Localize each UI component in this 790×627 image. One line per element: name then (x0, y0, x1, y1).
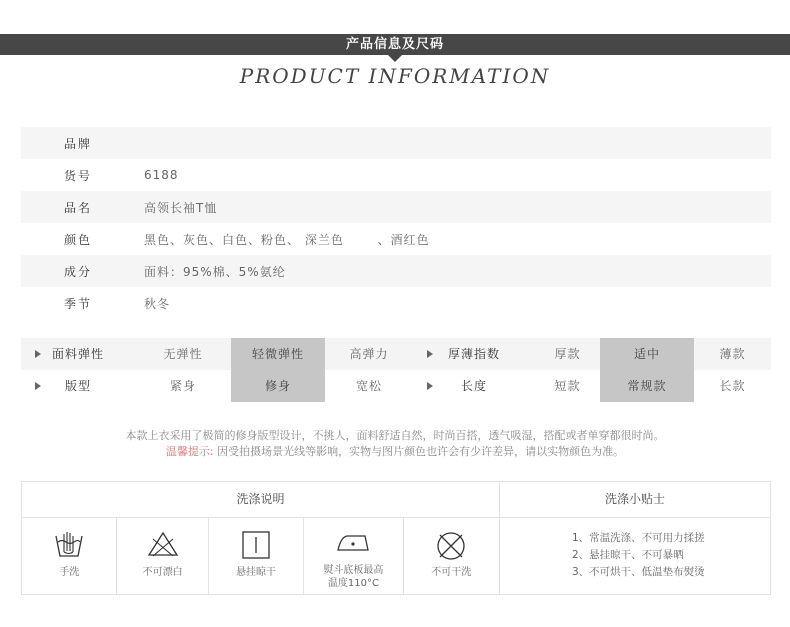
info-row-brand (21, 127, 771, 159)
hang-dry-icon (241, 530, 271, 560)
wash-instructions (22, 482, 500, 594)
tip-item: 3、不可烘干、低温垫布熨烫 (572, 566, 705, 578)
iron-icon (335, 530, 371, 556)
tips-list (500, 518, 770, 581)
spec-option: 高弹力 (349, 347, 389, 361)
care-item-no-bleach (117, 518, 208, 594)
info-label: 品名 (64, 200, 93, 215)
spec-option: 短款 (554, 379, 581, 393)
care-label: 不可漂白 (142, 567, 183, 578)
spec-head-fit (21, 370, 135, 402)
spec-head-label: 厚薄指数 (447, 347, 500, 361)
spec-row (21, 338, 771, 370)
triangle-icon (35, 382, 41, 390)
product-description: 本款上衣采用了极简的修身版型设计，不挑人，面料舒适自然，时尚百搭，透气吸湿，搭配或者单穿都很时尚。 (125, 429, 665, 442)
info-label: 季节 (64, 296, 93, 311)
header-notch (388, 55, 402, 62)
info-value: 高领长袖T恤 (144, 200, 218, 215)
spec-option: 无弹性 (163, 347, 203, 361)
care-item-hand-wash (22, 518, 117, 594)
info-row-color (21, 223, 771, 255)
hand-wash-icon (53, 530, 85, 560)
spec-head-thickness (413, 338, 535, 370)
color-disclaimer (0, 443, 790, 459)
spec-option: 长款 (719, 379, 746, 393)
care-section (21, 481, 771, 595)
spec-option: 厚款 (554, 347, 581, 361)
care-item-hang-dry (209, 518, 304, 594)
info-row-season (21, 287, 771, 319)
iron-label-text: 熨斗底板最高 温度110°C (323, 565, 384, 589)
care-label: 手洗 (59, 567, 80, 578)
spec-option-selected: 修身 (231, 370, 325, 402)
spec-head-label: 长度 (460, 379, 487, 393)
care-item-iron (304, 518, 403, 594)
spec-row (21, 370, 771, 402)
disclaimer-text: 因受拍摄场景光线等影响，实物与图片颜色也许会有少许差异，请以实物颜色为准。 (213, 445, 625, 458)
wash-instructions-title: 洗涤说明 (22, 482, 499, 518)
section-subtitle: PRODUCT INFORMATION (239, 64, 551, 88)
info-value: 面料：95%棉、5%氨纶 (144, 264, 286, 279)
spec-option-selected: 适中 (600, 338, 694, 370)
info-value: 秋冬 (144, 296, 171, 311)
no-dry-clean-icon (435, 530, 467, 562)
info-row-name (21, 191, 771, 223)
triangle-icon (427, 350, 433, 358)
care-label: 不可干洗 (431, 567, 472, 578)
warning-label: 温馨提示: (165, 445, 214, 458)
info-label: 品牌 (64, 136, 93, 151)
spec-table (21, 338, 771, 402)
tip-item: 1、常温洗涤、不可用力揉搓 (572, 532, 705, 544)
spec-option: 宽松 (355, 379, 382, 393)
tip-item: 2、悬挂晾干、不可暴晒 (572, 549, 684, 561)
spec-head-label: 面料弹性 (51, 347, 104, 361)
care-icons (22, 518, 499, 594)
info-label: 颜色 (64, 232, 93, 247)
info-label: 货号 (64, 168, 93, 183)
spec-head-length (413, 370, 535, 402)
product-info-table (21, 127, 771, 319)
care-label: 悬挂晾干 (236, 567, 277, 578)
spec-option: 薄款 (719, 347, 746, 361)
wash-tips-title: 洗涤小贴士 (500, 482, 770, 518)
info-row-material (21, 255, 771, 287)
info-value: 黑色、灰色、白色、粉色、 深兰色 、酒红色 (144, 232, 430, 247)
info-value: 6188 (144, 168, 179, 182)
info-label: 成分 (64, 264, 93, 279)
section-title: 产品信息及尺码 (345, 37, 444, 52)
triangle-icon (427, 382, 433, 390)
wash-tips (500, 482, 770, 594)
spec-option-selected: 常规款 (600, 370, 694, 402)
spec-head-elasticity (21, 338, 135, 370)
care-item-no-dry-clean (404, 518, 499, 594)
info-row-sku (21, 159, 771, 191)
spec-option-selected: 轻微弹性 (231, 338, 325, 370)
spec-head-label: 版型 (64, 379, 91, 393)
care-label (304, 564, 402, 590)
spec-option: 紧身 (169, 379, 196, 393)
triangle-icon (35, 350, 41, 358)
no-bleach-icon (146, 530, 180, 558)
